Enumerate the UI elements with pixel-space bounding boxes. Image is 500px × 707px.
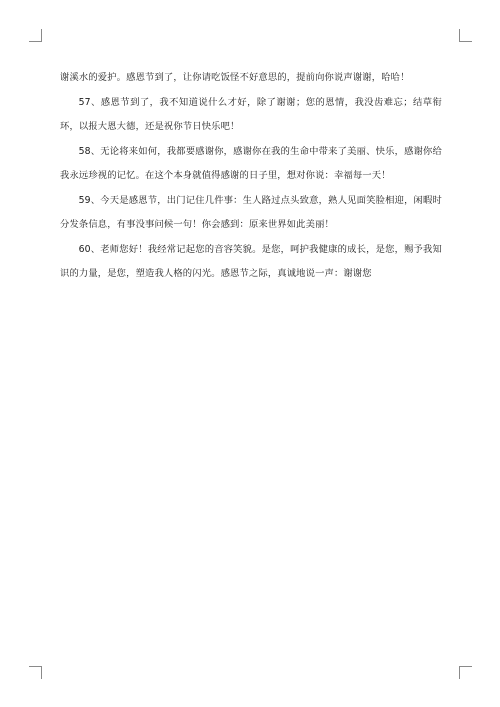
- crop-mark-bottom-right: [459, 666, 472, 679]
- paragraph-59: 59、今天是感恩节，出门记住几件事：生人路过点头致意，熟人见面笑脸相迎，闲暇时分发条信息，有事没事问候一句！你会感到：原来世界如此美丽！: [60, 194, 442, 230]
- crop-mark-top-left: [29, 29, 42, 42]
- document-body: [60, 66, 442, 287]
- crop-mark-top-right: [459, 29, 472, 42]
- paragraph-58: 58、无论将来如何，我都要感谢你，感谢你在我的生命中带来了美丽、快乐，感谢你给我永远珍视的记忆。在这个本身就值得感谢的日子里，想对你说：幸福每一天！: [60, 145, 442, 181]
- crop-mark-bottom-left: [29, 666, 42, 679]
- paragraph-57: 57、感恩节到了，我不知道说什么才好，除了谢谢；您的恩情，我没齿难忘；结草衔环，以报大恩大德，还是祝你节日快乐吧！: [60, 96, 442, 132]
- paragraph-continuation: 谢溪水的爱护。感恩节到了，让你请吃饭怪不好意思的，提前向你说声谢谢，哈哈！: [60, 72, 410, 83]
- paragraph-60: 60、老师您好！我经常记起您的音容笑貌。是您，呵护我健康的成长，是您，赐予我知识的力量，是您，塑造我人格的闪光。感恩节之际，真诚地说一声：谢谢您: [60, 243, 442, 279]
